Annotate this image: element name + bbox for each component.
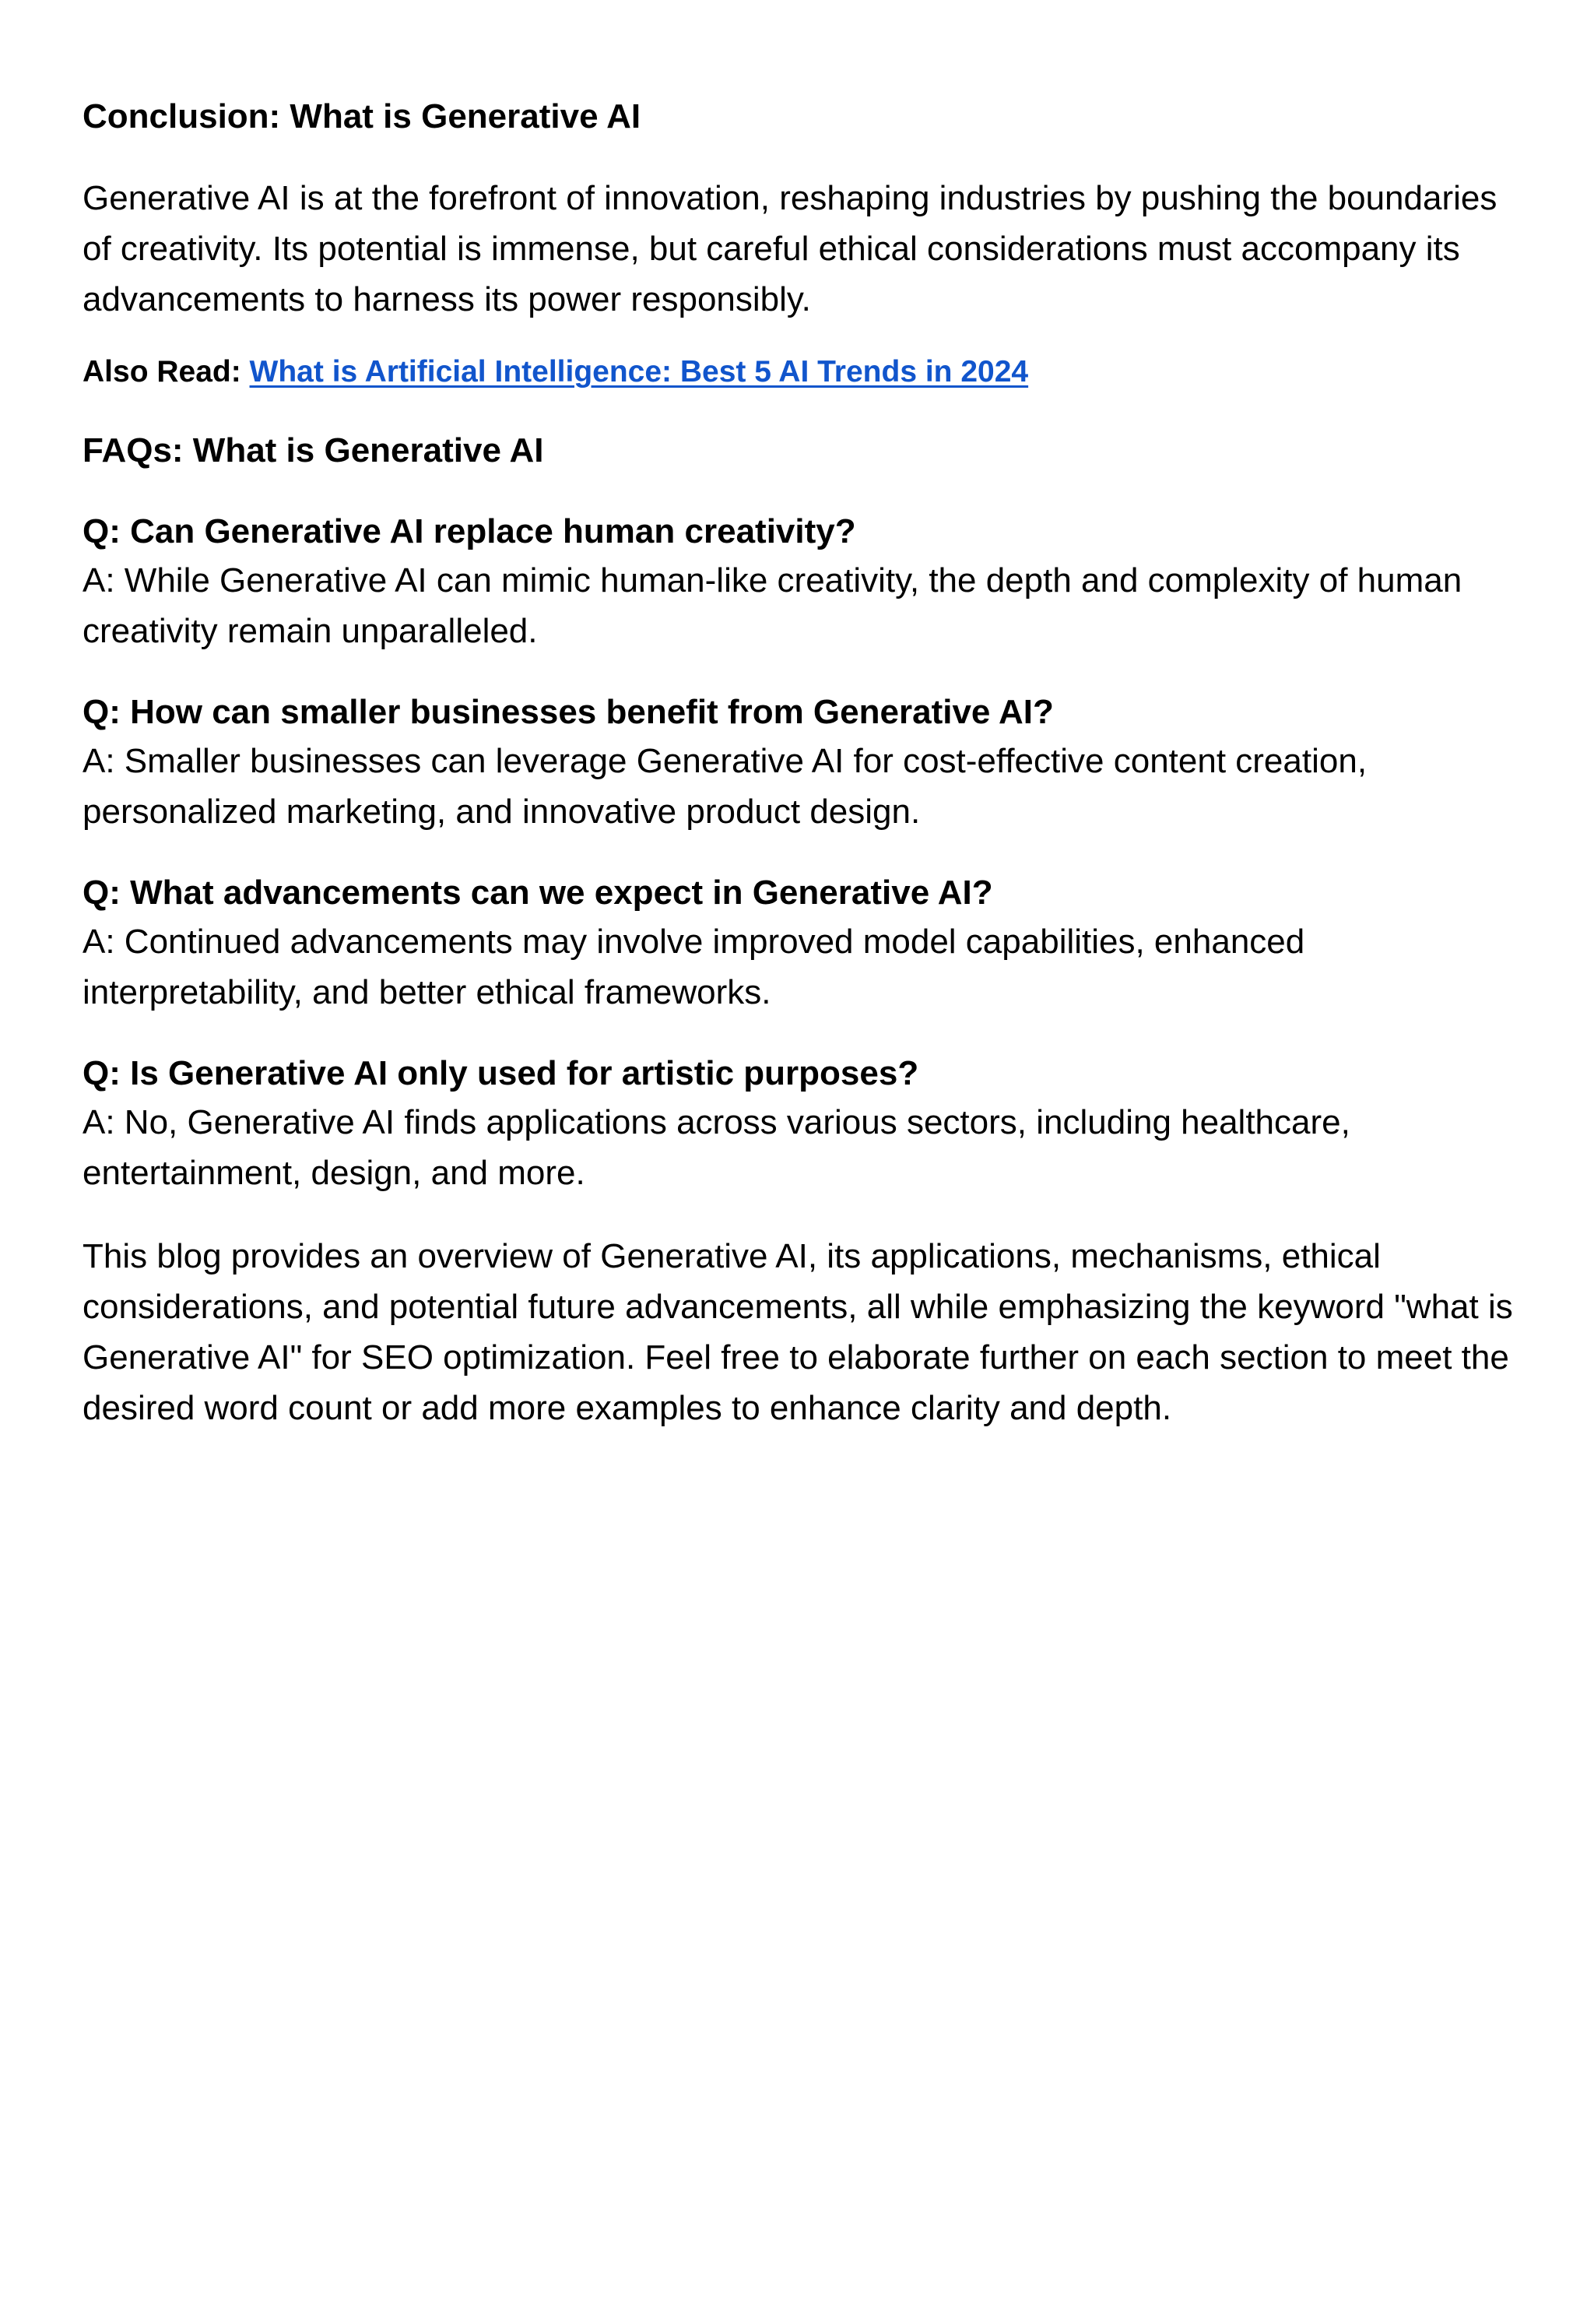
faq-question: Q: Can Generative AI replace human creativity? xyxy=(83,512,856,550)
faqs-heading: FAQs: What is Generative AI xyxy=(83,431,544,469)
faq-answer: A: Smaller businesses can leverage Generative AI for cost-effective content creation, personalized marketing, and innovative product design. xyxy=(83,742,1368,831)
faq-question: Q: Is Generative AI only used for artistic purposes? xyxy=(83,1054,919,1092)
faq-item xyxy=(83,870,1530,1018)
faq-question: Q: How can smaller businesses benefit from Generative AI? xyxy=(83,693,1054,731)
faq-item xyxy=(83,508,1530,656)
faq-question: Q: What advancements can we expect in Generative AI? xyxy=(83,874,993,912)
document-page xyxy=(83,93,1530,1433)
closing-paragraph: This blog provides an overview of Generative AI, its applications, mechanisms, ethical considerations, and potential future advancements, all while emphasizing the keyword "what is Generative AI" for SEO optimization. Feel free to elaborate further on each section to meet the desired word count or add more examples to enhance clarity and depth. xyxy=(83,1237,1513,1427)
conclusion-paragraph: Generative AI is at the forefront of innovation, reshaping industries by pushing the boundaries of creativity. Its potential is immense, but careful ethical considerations must accompany its advancements to harness its power responsibly. xyxy=(83,179,1497,318)
also-read-link[interactable]: What is Artificial Intelligence: Best 5 AI Trends in 2024 xyxy=(249,355,1029,389)
faq-answer: A: Continued advancements may involve improved model capabilities, enhanced interpretability, and better ethical frameworks. xyxy=(83,923,1305,1011)
faq-item xyxy=(83,1050,1530,1198)
also-read-line xyxy=(83,351,1530,393)
faq-answer: A: No, Generative AI finds applications across various sectors, including healthcare, entertainment, design, and more. xyxy=(83,1103,1350,1192)
also-read-label: Also Read: xyxy=(83,355,241,389)
faq-answer: A: While Generative AI can mimic human-like creativity, the depth and complexity of human creativity remain unparalleled. xyxy=(83,561,1462,650)
conclusion-heading: Conclusion: What is Generative AI xyxy=(83,97,641,135)
faq-item xyxy=(83,689,1530,837)
